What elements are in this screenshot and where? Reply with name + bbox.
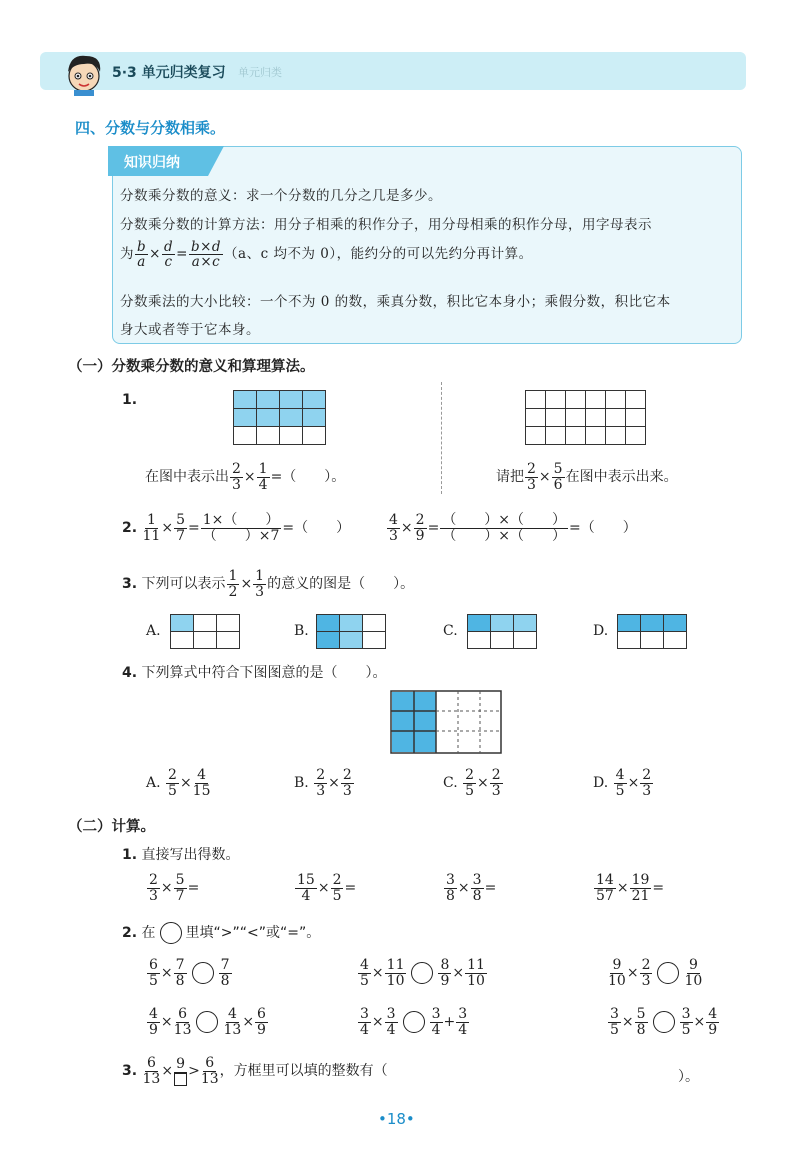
q3-option-b-label[interactable]: B. [294, 623, 309, 639]
knowledge-line-5: 身大或者等于它本身。 [120, 322, 260, 338]
q1-left-grid [233, 390, 326, 445]
p2q1-item-2[interactable]: $\frac{15}{4}$ × $\frac{2}{5}$ = [297, 872, 357, 904]
q3-option-d-label[interactable]: D. [593, 623, 609, 639]
p2q1-item-4[interactable]: $\frac{14}{57}$ × $\frac{19}{21}$ = [596, 872, 665, 904]
q3-option-a-label[interactable]: A. [146, 623, 161, 639]
header-title: 5·3 单元归类复习 [112, 65, 226, 81]
q4-option-b[interactable]: B. $\frac{2}{3}$ × $\frac{2}{3}$ [294, 767, 352, 799]
p2q2-r2-item-3: $\frac{3}{5}$ × $\frac{5}{8}$ $\frac{3}{5}$ × $\frac{4}{9}$ [610, 1006, 718, 1038]
q3-option-c-figure[interactable] [467, 614, 537, 649]
q2-answer-1[interactable]: =（ ） [282, 520, 351, 537]
knowledge-line-4: 分数乘法的大小比较：一个不为 0 的数，乘真分数，积比它本身小；乘假分数，积比它本 [120, 294, 671, 310]
q3-option-d-figure[interactable] [617, 614, 687, 649]
p2q1-line: 1. 直接写出得数。 [122, 847, 240, 863]
q4-line: 4. 下列算式中符合下图图意的是（ ）。 [122, 665, 387, 681]
formula-frac-ba: $\frac{b}{a}$ [137, 239, 147, 271]
q1-answer-blank[interactable]: =（ ）。 [270, 469, 346, 486]
q4-option-c[interactable]: C. $\frac{2}{5}$ × $\frac{2}{3}$ [443, 767, 501, 799]
q1-right-text: 请把 $\frac{2}{3}$ × $\frac{5}{6}$ 在图中表示出来。 [496, 461, 678, 493]
knowledge-line3-prefix: 为 [120, 246, 134, 263]
part2-title: （二）计算。 [68, 819, 155, 835]
blank-box[interactable] [174, 1073, 187, 1086]
q3-option-c-label[interactable]: C. [443, 623, 458, 639]
compare-circle[interactable] [192, 962, 214, 984]
q2-line: 2. $\frac{1}{11}$ × $\frac{5}{7}$ = $\frac{1\times( )}{( )\times 7}$ =（ ） [122, 512, 351, 544]
part1-title: （一）分数乘分数的意义和算理算法。 [68, 359, 315, 375]
q3-option-a-figure[interactable] [170, 614, 240, 649]
q2-line-b: $\frac{4}{3}$ × $\frac{2}{9}$ = $\frac{( )\times( )}{( )\times( )}$ =（ ） [389, 512, 637, 544]
q1-left-text: 在图中表示出 $\frac{2}{3}$ × $\frac{1}{4}$ =（ ）。 [145, 461, 346, 493]
p2q1-item-3[interactable]: $\frac{3}{8}$ × $\frac{3}{8}$ = [446, 872, 497, 904]
p2q2-r1-item-3: $\frac{9}{10}$ × $\frac{2}{3}$ $\frac{9}{10}$ [608, 957, 703, 989]
section-title: 四、分数与分数相乘。 [75, 119, 226, 137]
compare-circle[interactable] [196, 1011, 218, 1033]
header-subtitle: 单元归类 [238, 66, 282, 79]
knowledge-line-1: 分数乘分数的意义：求一个分数的几分之几是多少。 [120, 188, 442, 204]
q1-number: 1. [122, 392, 138, 408]
q4-option-a[interactable]: A. $\frac{2}{5}$ × $\frac{4}{15}$ [146, 767, 211, 799]
p2q2-line: 2. 在 里填“>”“<”或“=”。 [122, 922, 320, 944]
cartoon-boy-icon [62, 50, 106, 96]
p2q2-r2-item-2: $\frac{3}{4}$ × $\frac{3}{4}$ $\frac{3}{4}$ + $\frac{3}{4}$ [360, 1006, 468, 1038]
q1-right-grid[interactable] [525, 390, 646, 445]
q4-option-d[interactable]: D. $\frac{4}{5}$ × $\frac{2}{3}$ [593, 767, 652, 799]
q3-option-b-figure[interactable] [316, 614, 386, 649]
p2q3-answer-end[interactable]: ）。 [678, 1069, 699, 1085]
p2q2-r1-item-2: $\frac{4}{5}$ × $\frac{11}{10}$ $\frac{8}{9}$ × $\frac{11}{10}$ [360, 957, 485, 989]
p2q2-r1-item-1: $\frac{6}{5}$ × $\frac{7}{8}$ $\frac{7}{8}$ [149, 957, 230, 989]
q2-answer-2[interactable]: =（ ） [569, 520, 637, 537]
circle-icon [160, 922, 182, 944]
q3-line: 3. 下列可以表示 $\frac{1}{2}$ × $\frac{1}{3}$ 的意义的图是（ ）。 [122, 568, 415, 600]
p2q2-r2-item-1: $\frac{4}{9}$ × $\frac{6}{13}$ $\frac{4}{13}$ × $\frac{6}{9}$ [149, 1006, 266, 1038]
compare-circle[interactable] [653, 1011, 675, 1033]
q4-figure [390, 690, 502, 754]
p2q1-item-1[interactable]: $\frac{2}{3}$ × $\frac{5}{7}$ = [149, 872, 200, 904]
page-number: •18• [378, 1110, 415, 1128]
compare-circle[interactable] [411, 962, 433, 984]
knowledge-line3-suffix: （a、c 均不为 0），能约分的可以先约分再计算。 [224, 246, 533, 263]
knowledge-line-3: 为 $\frac{b}{a}$ × $\frac{d}{c}$ = $\frac{b\times d}{a\times c}$ （a、c 均不为 0），能约分的可以先约分再计算。 [120, 239, 533, 271]
compare-circle[interactable] [403, 1011, 425, 1033]
compare-circle[interactable] [657, 962, 679, 984]
formula-frac-result: $\frac{b\times d}{a\times c}$ [190, 239, 222, 271]
p2q3-line: 3. $\frac{6}{13}$ × 9 > $\frac{6}{13}$ ，方框里可以填的整数有（ [122, 1055, 388, 1087]
knowledge-line-2: 分数乘分数的计算方法：用分子相乘的积作分子，用分母相乘的积作分母，用字母表示 [120, 217, 652, 233]
q1-divider [441, 382, 442, 494]
formula-frac-dc: $\frac{d}{c}$ [163, 239, 174, 271]
knowledge-tag: 知识归纳 [124, 155, 180, 171]
